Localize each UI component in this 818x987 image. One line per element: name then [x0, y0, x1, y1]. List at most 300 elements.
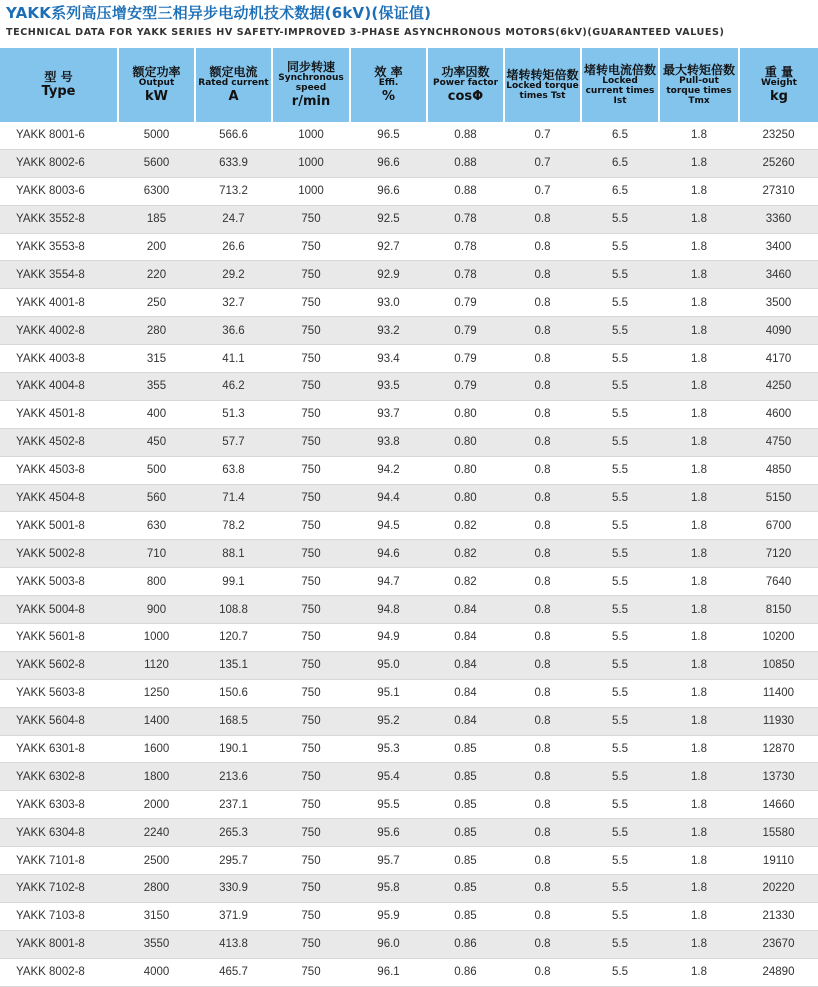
cell-sync-speed: 750	[272, 791, 350, 819]
table-row	[0, 512, 818, 540]
cell-sync-speed: 750	[272, 568, 350, 596]
cell-output: 1250	[118, 679, 195, 707]
cell-output: 1400	[118, 707, 195, 735]
cell-rated-current: 36.6	[195, 317, 272, 345]
cell-locked-torque: 0.8	[504, 428, 581, 456]
cell-weight: 7640	[739, 568, 818, 596]
cell-sync-speed: 1000	[272, 149, 350, 177]
cell-locked-current: 5.5	[581, 763, 659, 791]
cell-pullout-torque: 1.8	[659, 596, 739, 624]
cell-efficiency: 93.2	[350, 317, 427, 345]
cell-pullout-torque: 1.8	[659, 205, 739, 233]
cell-type: YAKK 7101-8	[0, 847, 118, 875]
cell-weight: 11930	[739, 707, 818, 735]
cell-sync-speed: 750	[272, 261, 350, 289]
cell-locked-current: 5.5	[581, 902, 659, 930]
cell-locked-current: 5.5	[581, 735, 659, 763]
cell-locked-torque: 0.8	[504, 651, 581, 679]
col-header-efficiency: 效 率 Effi. %	[350, 48, 427, 122]
cell-efficiency: 93.4	[350, 345, 427, 373]
cell-locked-current: 5.5	[581, 791, 659, 819]
cell-efficiency: 95.6	[350, 819, 427, 847]
table-row	[0, 568, 818, 596]
cell-sync-speed: 750	[272, 540, 350, 568]
cell-rated-current: 29.2	[195, 261, 272, 289]
cell-sync-speed: 750	[272, 958, 350, 986]
cell-output: 250	[118, 289, 195, 317]
cell-sync-speed: 750	[272, 400, 350, 428]
cell-sync-speed: 750	[272, 456, 350, 484]
cell-locked-current: 5.5	[581, 456, 659, 484]
cell-output: 280	[118, 317, 195, 345]
cell-locked-current: 5.5	[581, 373, 659, 401]
cell-sync-speed: 750	[272, 596, 350, 624]
cell-rated-current: 371.9	[195, 902, 272, 930]
cell-locked-current: 5.5	[581, 819, 659, 847]
table-row	[0, 540, 818, 568]
cell-weight: 24890	[739, 958, 818, 986]
cell-weight: 7120	[739, 540, 818, 568]
cell-sync-speed: 1000	[272, 122, 350, 149]
cell-power-factor: 0.85	[427, 791, 504, 819]
cell-output: 220	[118, 261, 195, 289]
cell-locked-torque: 0.8	[504, 233, 581, 261]
cell-output: 355	[118, 373, 195, 401]
cell-pullout-torque: 1.8	[659, 707, 739, 735]
cell-locked-torque: 0.8	[504, 679, 581, 707]
cell-output: 315	[118, 345, 195, 373]
cell-locked-current: 5.5	[581, 651, 659, 679]
cell-efficiency: 96.0	[350, 930, 427, 958]
cell-power-factor: 0.80	[427, 400, 504, 428]
cell-weight: 4750	[739, 428, 818, 456]
cell-type: YAKK 4501-8	[0, 400, 118, 428]
cell-power-factor: 0.79	[427, 373, 504, 401]
cell-power-factor: 0.86	[427, 958, 504, 986]
cell-type: YAKK 3553-8	[0, 233, 118, 261]
cell-type: YAKK 4504-8	[0, 484, 118, 512]
cell-pullout-torque: 1.8	[659, 902, 739, 930]
cell-output: 500	[118, 456, 195, 484]
cell-output: 3550	[118, 930, 195, 958]
cell-type: YAKK 4503-8	[0, 456, 118, 484]
cell-type: YAKK 7102-8	[0, 875, 118, 903]
cell-rated-current: 413.8	[195, 930, 272, 958]
cell-output: 185	[118, 205, 195, 233]
cell-pullout-torque: 1.8	[659, 289, 739, 317]
cell-locked-current: 5.5	[581, 930, 659, 958]
col-header-pullout-torque: 最大转矩倍数 Pull-out torque times Tmx	[659, 48, 739, 122]
cell-rated-current: 26.6	[195, 233, 272, 261]
cell-efficiency: 92.5	[350, 205, 427, 233]
cell-type: YAKK 5004-8	[0, 596, 118, 624]
col-header-output: 额定功率 Output kW	[118, 48, 195, 122]
cell-output: 630	[118, 512, 195, 540]
cell-locked-torque: 0.8	[504, 456, 581, 484]
col-header-rated-current: 额定电流 Rated current A	[195, 48, 272, 122]
cell-locked-current: 5.5	[581, 400, 659, 428]
cell-locked-torque: 0.8	[504, 345, 581, 373]
cell-rated-current: 78.2	[195, 512, 272, 540]
cell-type: YAKK 3552-8	[0, 205, 118, 233]
cell-locked-torque: 0.8	[504, 902, 581, 930]
cell-output: 2500	[118, 847, 195, 875]
cell-rated-current: 190.1	[195, 735, 272, 763]
cell-locked-current: 5.5	[581, 624, 659, 652]
cell-locked-torque: 0.7	[504, 177, 581, 205]
cell-power-factor: 0.82	[427, 568, 504, 596]
cell-locked-torque: 0.8	[504, 958, 581, 986]
cell-rated-current: 32.7	[195, 289, 272, 317]
cell-weight: 14660	[739, 791, 818, 819]
cell-weight: 4170	[739, 345, 818, 373]
cell-pullout-torque: 1.8	[659, 791, 739, 819]
cell-type: YAKK 8003-6	[0, 177, 118, 205]
cell-locked-torque: 0.8	[504, 624, 581, 652]
cell-pullout-torque: 1.8	[659, 540, 739, 568]
cell-efficiency: 93.5	[350, 373, 427, 401]
cell-rated-current: 63.8	[195, 456, 272, 484]
cell-rated-current: 633.9	[195, 149, 272, 177]
cell-pullout-torque: 1.8	[659, 958, 739, 986]
cell-locked-current: 5.5	[581, 317, 659, 345]
cell-efficiency: 94.9	[350, 624, 427, 652]
cell-weight: 21330	[739, 902, 818, 930]
cell-locked-torque: 0.8	[504, 400, 581, 428]
table-row	[0, 261, 818, 289]
cell-type: YAKK 4003-8	[0, 345, 118, 373]
cell-sync-speed: 750	[272, 902, 350, 930]
cell-type: YAKK 5003-8	[0, 568, 118, 596]
cell-power-factor: 0.84	[427, 707, 504, 735]
cell-locked-current: 5.5	[581, 345, 659, 373]
table-row	[0, 735, 818, 763]
cell-sync-speed: 1000	[272, 177, 350, 205]
cell-type: YAKK 5602-8	[0, 651, 118, 679]
table-row	[0, 819, 818, 847]
cell-weight: 10850	[739, 651, 818, 679]
cell-sync-speed: 750	[272, 847, 350, 875]
cell-output: 2800	[118, 875, 195, 903]
cell-power-factor: 0.85	[427, 847, 504, 875]
table-row	[0, 373, 818, 401]
cell-efficiency: 95.1	[350, 679, 427, 707]
cell-rated-current: 46.2	[195, 373, 272, 401]
cell-pullout-torque: 1.8	[659, 875, 739, 903]
table-row	[0, 345, 818, 373]
cell-locked-current: 6.5	[581, 149, 659, 177]
cell-locked-torque: 0.8	[504, 568, 581, 596]
col-header-power-factor: 功率因数 Power factor cosΦ	[427, 48, 504, 122]
cell-power-factor: 0.82	[427, 512, 504, 540]
cell-locked-current: 5.5	[581, 875, 659, 903]
cell-pullout-torque: 1.8	[659, 428, 739, 456]
cell-sync-speed: 750	[272, 819, 350, 847]
cell-pullout-torque: 1.8	[659, 233, 739, 261]
cell-efficiency: 96.6	[350, 177, 427, 205]
cell-rated-current: 51.3	[195, 400, 272, 428]
col-header-weight: 重 量 Weight kg	[739, 48, 818, 122]
cell-weight: 27310	[739, 177, 818, 205]
cell-type: YAKK 6302-8	[0, 763, 118, 791]
table-row	[0, 679, 818, 707]
cell-output: 2000	[118, 791, 195, 819]
cell-locked-current: 5.5	[581, 958, 659, 986]
cell-locked-torque: 0.8	[504, 512, 581, 540]
cell-efficiency: 95.2	[350, 707, 427, 735]
cell-locked-current: 6.5	[581, 177, 659, 205]
cell-power-factor: 0.84	[427, 651, 504, 679]
table-row	[0, 847, 818, 875]
cell-type: YAKK 6304-8	[0, 819, 118, 847]
cell-power-factor: 0.79	[427, 289, 504, 317]
cell-type: YAKK 8002-8	[0, 958, 118, 986]
cell-power-factor: 0.88	[427, 122, 504, 149]
table-row	[0, 177, 818, 205]
cell-rated-current: 465.7	[195, 958, 272, 986]
col-header-locked-torque: 堵转转矩倍数 Locked torque times Tst	[504, 48, 581, 122]
cell-rated-current: 150.6	[195, 679, 272, 707]
cell-output: 5600	[118, 149, 195, 177]
cell-efficiency: 95.3	[350, 735, 427, 763]
cell-sync-speed: 750	[272, 484, 350, 512]
cell-locked-torque: 0.8	[504, 930, 581, 958]
cell-pullout-torque: 1.8	[659, 345, 739, 373]
cell-efficiency: 93.8	[350, 428, 427, 456]
cell-sync-speed: 750	[272, 233, 350, 261]
cell-power-factor: 0.79	[427, 345, 504, 373]
cell-weight: 20220	[739, 875, 818, 903]
cell-power-factor: 0.78	[427, 233, 504, 261]
cell-locked-torque: 0.7	[504, 122, 581, 149]
table-row	[0, 122, 818, 149]
cell-weight: 6700	[739, 512, 818, 540]
cell-type: YAKK 8002-6	[0, 149, 118, 177]
table-row	[0, 317, 818, 345]
table-row	[0, 400, 818, 428]
cell-sync-speed: 750	[272, 875, 350, 903]
cell-type: YAKK 8001-6	[0, 122, 118, 149]
cell-rated-current: 120.7	[195, 624, 272, 652]
cell-weight: 10200	[739, 624, 818, 652]
cell-output: 1120	[118, 651, 195, 679]
cell-sync-speed: 750	[272, 373, 350, 401]
cell-efficiency: 92.9	[350, 261, 427, 289]
cell-locked-torque: 0.8	[504, 205, 581, 233]
table-row	[0, 428, 818, 456]
cell-efficiency: 95.0	[350, 651, 427, 679]
table-row	[0, 651, 818, 679]
cell-locked-torque: 0.7	[504, 149, 581, 177]
table-row	[0, 289, 818, 317]
cell-power-factor: 0.85	[427, 875, 504, 903]
cell-rated-current: 99.1	[195, 568, 272, 596]
cell-locked-torque: 0.8	[504, 735, 581, 763]
cell-power-factor: 0.80	[427, 484, 504, 512]
cell-weight: 3360	[739, 205, 818, 233]
cell-locked-torque: 0.8	[504, 289, 581, 317]
cell-locked-current: 5.5	[581, 568, 659, 596]
table-row	[0, 484, 818, 512]
cell-efficiency: 96.6	[350, 149, 427, 177]
cell-power-factor: 0.88	[427, 149, 504, 177]
cell-pullout-torque: 1.8	[659, 651, 739, 679]
cell-type: YAKK 4002-8	[0, 317, 118, 345]
table-row	[0, 596, 818, 624]
cell-power-factor: 0.78	[427, 205, 504, 233]
cell-output: 200	[118, 233, 195, 261]
cell-type: YAKK 5601-8	[0, 624, 118, 652]
cell-efficiency: 95.9	[350, 902, 427, 930]
cell-rated-current: 265.3	[195, 819, 272, 847]
cell-pullout-torque: 1.8	[659, 317, 739, 345]
cell-locked-torque: 0.8	[504, 791, 581, 819]
cell-efficiency: 93.7	[350, 400, 427, 428]
cell-power-factor: 0.84	[427, 624, 504, 652]
cell-rated-current: 108.8	[195, 596, 272, 624]
cell-output: 400	[118, 400, 195, 428]
cell-weight: 25260	[739, 149, 818, 177]
cell-locked-torque: 0.8	[504, 596, 581, 624]
cell-locked-current: 5.5	[581, 289, 659, 317]
cell-locked-current: 5.5	[581, 233, 659, 261]
table-row	[0, 958, 818, 986]
cell-sync-speed: 750	[272, 763, 350, 791]
cell-type: YAKK 4001-8	[0, 289, 118, 317]
cell-type: YAKK 8001-8	[0, 930, 118, 958]
cell-pullout-torque: 1.8	[659, 456, 739, 484]
cell-type: YAKK 4502-8	[0, 428, 118, 456]
cell-power-factor: 0.79	[427, 317, 504, 345]
table-row	[0, 763, 818, 791]
cell-efficiency: 95.4	[350, 763, 427, 791]
cell-weight: 13730	[739, 763, 818, 791]
col-header-type: 型 号 Type	[0, 48, 118, 122]
cell-rated-current: 213.6	[195, 763, 272, 791]
cell-pullout-torque: 1.8	[659, 149, 739, 177]
cell-sync-speed: 750	[272, 735, 350, 763]
cell-locked-torque: 0.8	[504, 317, 581, 345]
cell-rated-current: 135.1	[195, 651, 272, 679]
table-row	[0, 875, 818, 903]
cell-pullout-torque: 1.8	[659, 763, 739, 791]
col-header-sync-speed: 同步转速 Synchronous speed r/min	[272, 48, 350, 122]
cell-rated-current: 88.1	[195, 540, 272, 568]
table-row	[0, 624, 818, 652]
cell-sync-speed: 750	[272, 428, 350, 456]
cell-rated-current: 566.6	[195, 122, 272, 149]
cell-weight: 3460	[739, 261, 818, 289]
cell-output: 560	[118, 484, 195, 512]
cell-pullout-torque: 1.8	[659, 819, 739, 847]
cell-pullout-torque: 1.8	[659, 568, 739, 596]
cell-power-factor: 0.86	[427, 930, 504, 958]
cell-type: YAKK 6303-8	[0, 791, 118, 819]
table-row	[0, 456, 818, 484]
cell-pullout-torque: 1.8	[659, 624, 739, 652]
cell-efficiency: 96.5	[350, 122, 427, 149]
cell-rated-current: 41.1	[195, 345, 272, 373]
cell-efficiency: 94.8	[350, 596, 427, 624]
cell-weight: 23250	[739, 122, 818, 149]
cell-pullout-torque: 1.8	[659, 373, 739, 401]
cell-efficiency: 93.0	[350, 289, 427, 317]
cell-power-factor: 0.80	[427, 428, 504, 456]
cell-locked-current: 5.5	[581, 428, 659, 456]
table-row	[0, 791, 818, 819]
cell-locked-current: 5.5	[581, 847, 659, 875]
cell-rated-current: 295.7	[195, 847, 272, 875]
cell-rated-current: 168.5	[195, 707, 272, 735]
cell-locked-current: 5.5	[581, 512, 659, 540]
cell-sync-speed: 750	[272, 651, 350, 679]
cell-pullout-torque: 1.8	[659, 930, 739, 958]
cell-output: 800	[118, 568, 195, 596]
cell-locked-current: 5.5	[581, 679, 659, 707]
cell-locked-current: 6.5	[581, 122, 659, 149]
cell-output: 450	[118, 428, 195, 456]
cell-output: 3150	[118, 902, 195, 930]
cell-type: YAKK 5604-8	[0, 707, 118, 735]
cell-type: YAKK 6301-8	[0, 735, 118, 763]
cell-sync-speed: 750	[272, 289, 350, 317]
cell-sync-speed: 750	[272, 205, 350, 233]
cell-sync-speed: 750	[272, 317, 350, 345]
cell-rated-current: 57.7	[195, 428, 272, 456]
cell-pullout-torque: 1.8	[659, 679, 739, 707]
cell-power-factor: 0.85	[427, 902, 504, 930]
cell-sync-speed: 750	[272, 679, 350, 707]
cell-output: 1600	[118, 735, 195, 763]
cell-locked-torque: 0.8	[504, 261, 581, 289]
cell-efficiency: 95.7	[350, 847, 427, 875]
cell-sync-speed: 750	[272, 930, 350, 958]
cell-pullout-torque: 1.8	[659, 847, 739, 875]
cell-power-factor: 0.80	[427, 456, 504, 484]
cell-pullout-torque: 1.8	[659, 261, 739, 289]
cell-weight: 15580	[739, 819, 818, 847]
cell-type: YAKK 5001-8	[0, 512, 118, 540]
cell-pullout-torque: 1.8	[659, 122, 739, 149]
table-row	[0, 205, 818, 233]
cell-rated-current: 71.4	[195, 484, 272, 512]
cell-power-factor: 0.85	[427, 819, 504, 847]
cell-locked-torque: 0.8	[504, 819, 581, 847]
cell-rated-current: 237.1	[195, 791, 272, 819]
cell-type: YAKK 3554-8	[0, 261, 118, 289]
table-row	[0, 149, 818, 177]
cell-weight: 4090	[739, 317, 818, 345]
cell-output: 1800	[118, 763, 195, 791]
cell-weight: 3500	[739, 289, 818, 317]
cell-weight: 11400	[739, 679, 818, 707]
cell-locked-current: 5.5	[581, 484, 659, 512]
cell-locked-torque: 0.8	[504, 540, 581, 568]
cell-pullout-torque: 1.8	[659, 484, 739, 512]
cell-power-factor: 0.85	[427, 735, 504, 763]
cell-output: 2240	[118, 819, 195, 847]
cell-power-factor: 0.85	[427, 763, 504, 791]
cell-locked-torque: 0.8	[504, 875, 581, 903]
cell-power-factor: 0.84	[427, 596, 504, 624]
cell-efficiency: 94.7	[350, 568, 427, 596]
cell-power-factor: 0.82	[427, 540, 504, 568]
document-title-en: TECHNICAL DATA FOR YAKK SERIES HV SAFETY-IMPROVED 3-PHASE ASYNCHRONOUS MOTORS(6kV)(GUARANTEED VALUES)	[6, 27, 725, 38]
table-body	[0, 122, 818, 986]
cell-efficiency: 96.1	[350, 958, 427, 986]
cell-weight: 8150	[739, 596, 818, 624]
cell-pullout-torque: 1.8	[659, 512, 739, 540]
